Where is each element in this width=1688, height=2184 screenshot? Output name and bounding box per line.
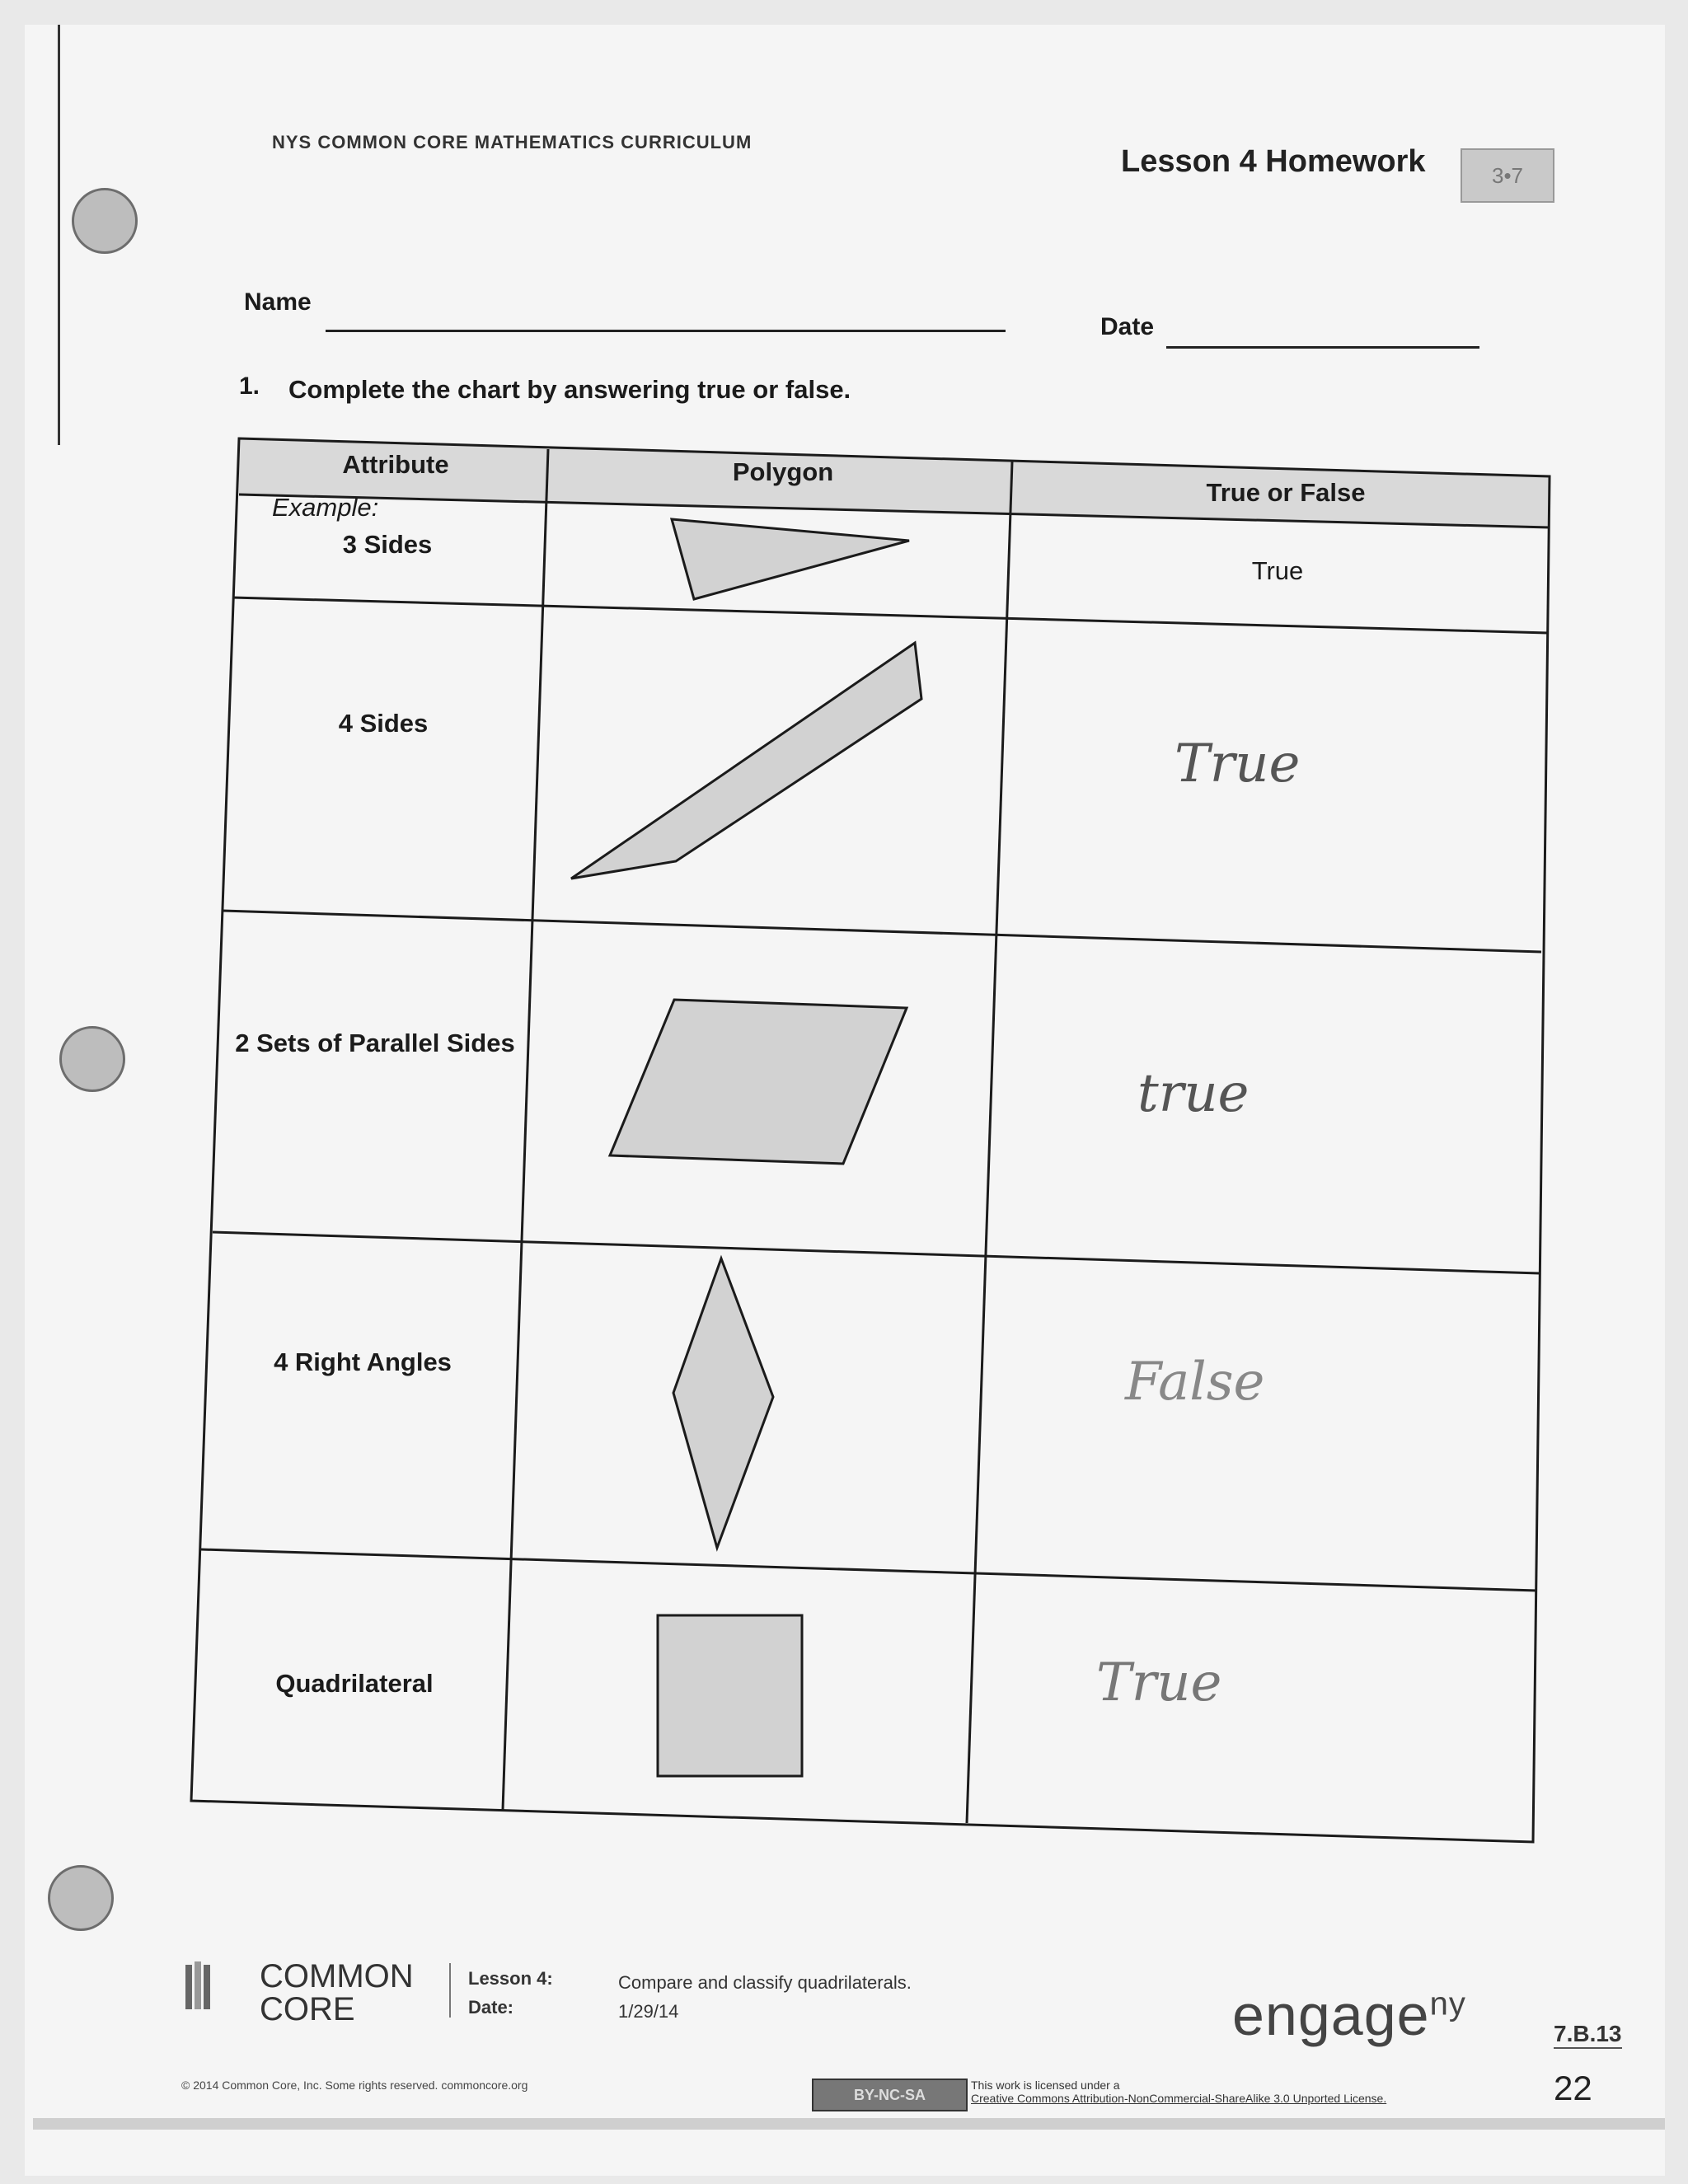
module-code: 7.B.13 <box>1554 2021 1622 2049</box>
header-attribute: Attribute <box>342 450 449 479</box>
license-link[interactable]: Creative Commons Attribution-NonCommercial-ShareAlike 3.0 Unported License. <box>971 2092 1387 2105</box>
attribute-row-5: Quadrilateral <box>275 1669 434 1698</box>
copyright-text: © 2014 Common Core, Inc. Some rights reserved. commoncore.org <box>181 2079 528 2092</box>
row-line-4 <box>201 1549 1537 1591</box>
table-border <box>191 438 1550 1842</box>
question-text: Complete the chart by answering true or false. <box>288 375 851 404</box>
common-core-logo-icon <box>185 1961 210 2009</box>
curriculum-header: NYS COMMON CORE MATHEMATICS CURRICULUM <box>272 132 753 152</box>
date-label: Date <box>1100 313 1155 340</box>
answer-row-1: True <box>1251 556 1304 585</box>
attribute-row-3: 2 Sets of Parallel Sides <box>235 1029 515 1057</box>
page-number: 22 <box>1554 2069 1592 2107</box>
header-polygon: Polygon <box>732 457 834 486</box>
rhombus-shape <box>673 1258 773 1548</box>
answer-row-5: True <box>1096 1652 1222 1713</box>
attribute-row-1: 3 Sides <box>342 530 433 559</box>
attribute-row-4: 4 Right Angles <box>274 1347 452 1376</box>
table-grid <box>191 438 1550 1842</box>
footer-lesson-label: Lesson 4: <box>468 1968 553 1989</box>
answer-row-3: true <box>1137 1063 1250 1124</box>
engageny-logo: engage$^{ny}$ <box>1232 1983 1466 2047</box>
footer-date-value: 1/29/14 <box>618 2001 679 2022</box>
header-true-false: True or False <box>1206 478 1366 507</box>
grade-badge: 3•7 <box>1461 148 1554 203</box>
answer-row-4: False <box>1125 1352 1265 1413</box>
row-line-2 <box>223 911 1541 952</box>
polygon-shapes <box>571 519 921 1776</box>
triangle-shape <box>672 519 909 599</box>
name-label: Name <box>244 288 312 316</box>
question-number: 1. <box>239 373 260 400</box>
lesson-title: Lesson 4 Homework <box>1121 144 1426 179</box>
common-core-brand: COMMON CORE <box>260 1958 414 2027</box>
thin-quadrilateral-shape <box>571 643 921 879</box>
creative-commons-badge: BY-NC-SA <box>812 2079 968 2111</box>
row-line-1 <box>232 598 1548 633</box>
answer-row-2: True <box>1175 733 1301 794</box>
row-line-3 <box>213 1232 1540 1273</box>
attribute-row-2: 4 Sides <box>338 709 429 738</box>
footer-separator <box>449 1963 451 2018</box>
example-label: Example: <box>272 493 379 522</box>
parallelogram-shape <box>610 1000 907 1164</box>
rectangle-shape <box>658 1615 802 1776</box>
col-line-2 <box>967 462 1012 1823</box>
footer-date-label: Date: <box>468 1997 514 2018</box>
license-text: This work is licensed under a Creative Commons Attribution-NonCommercial-ShareAlike 3.0 Unported License. <box>971 2079 1387 2105</box>
col-line-1 <box>503 449 548 1810</box>
footer-lesson-value: Compare and classify quadrilaterals. <box>618 1972 912 1993</box>
